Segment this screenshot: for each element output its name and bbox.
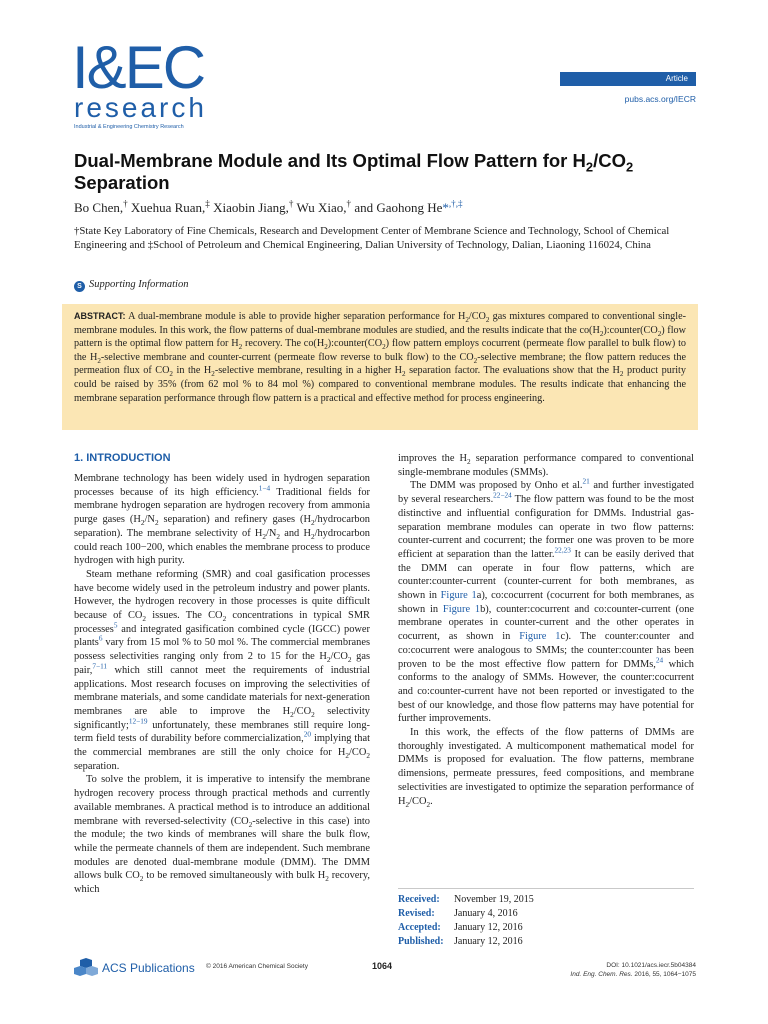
paragraph: improves the $H_2$ separation performance compared to conventional single-membrane modules (SMMs). — [398, 453, 694, 478]
date-row — [398, 907, 694, 921]
publisher-logo[interactable] — [74, 958, 195, 978]
journal-logo: I&EC — [72, 34, 205, 101]
article-dates — [398, 893, 694, 949]
right-column — [398, 452, 694, 808]
article-title: Dual-Membrane Module and Its Optimal Flow Pattern for $H_2/CO_2$ Separation — [74, 150, 634, 193]
supporting-info-link[interactable] — [74, 278, 188, 292]
left-column — [74, 472, 370, 897]
supporting-info-icon: S — [74, 281, 85, 292]
paragraph: Membrane technology has been widely used in hydrogen separation processes because of its high efficiency.$^{1-4}$ Traditional fields for membrane hydrogen separation are hydrogen recovery from ammonia purge gases ($H_2/N_2$ separation) and refinery gases ($H_2$/hydrocarbon separation). The membrane selectivity of $H_2/N_2$ and $H_2$/hydrocarbon could reach 100−200, which enables the membrane process to produce hydrogen with high purity. — [74, 473, 370, 567]
date-row — [398, 893, 694, 907]
paragraph: In this work, the effects of the flow patterns of DMMs are thoroughly investigated. A multicomponent mathematical model for DMMs is proposed for evaluation. The flow patterns, membrane dimensions, permeate pressures, feed compositions, and membrane selectivities are investigated to optimize the separation performance of $H_2/CO_2$. — [398, 727, 694, 809]
author-list: Bo Chen,† Xuehua Ruan,‡ Xiaobin Jiang,† Wu Xiao,† and Gaohong He*,†,‡ — [74, 198, 463, 215]
date-row — [398, 935, 694, 949]
supporting-info-label: Supporting Information — [89, 279, 189, 290]
date-label: Published: — [398, 936, 444, 947]
journal-logo-tagline: Industrial & Engineering Chemistry Research — [74, 124, 184, 130]
article-type-badge: Article — [560, 72, 696, 86]
paragraph: The DMM was proposed by Onho et al.$^{21}$ and further investigated by several researchers.$^{22-24}$ The flow pattern was found to be the most distinctive and influential configuration for DMMs. Industrial gas-separation membrane modules can operate in two flow patterns: counter-current and cocurrent; the former one was proven to be more efficient at separation than the latter.$^{22,23}$ It can be easily derived that the DMM can operate in four flow patterns, which are counter:counter-current (counter-current for both membranes, as shown in Figure 1a), co:cocurrent (cocurrent for both membranes, as shown in Figure 1b), counter:cocurrent and co:counter-current (one membrane operates in counter-current and the other operates in cocurrent, as shown in Figure 1c). The counter:counter and co:cocurrent were analogous to SMMs; the counter:counter has been proven to be the most effective flow pattern for DMMs,$^{24}$ which conforms to the analogy of SMMs. However, the counter:cocurrent and co:counter-current have not been reported or investigated to the best of our knowledge, and those flow patterns may have potential for further improvements. — [398, 477, 695, 725]
page-number: 1064 — [372, 961, 393, 971]
date-label: Revised: — [398, 908, 435, 919]
date-value: January 12, 2016 — [454, 922, 523, 933]
copyright: © 2016 American Chemical Society — [206, 963, 308, 970]
doi-link[interactable]: DOI: 10.1021/acs.iecr.5b04384 — [606, 962, 696, 969]
affiliation: †State Key Laboratory of Fine Chemicals, Research and Development Center of Membrane Science and Technology, School of Chemical Engineering and ‡School of Petroleum and Chemical Engineering, Dalian University of Technology, Dalian, Liaoning 116024, China — [74, 225, 670, 251]
date-label: Received: — [398, 894, 440, 905]
divider — [398, 888, 694, 889]
date-value: November 19, 2015 — [454, 894, 534, 905]
date-row — [398, 921, 694, 935]
publisher-name: ACS Publications — [102, 961, 195, 975]
doi-block — [520, 961, 696, 979]
section-heading: 1. INTRODUCTION — [74, 452, 171, 464]
abstract-box: ABSTRACT: A dual-membrane module is able to provide higher separation performance for $H_2/CO_2$ gas mixtures compared to conventional single-membrane modules. In this work, the flow patterns of dual-membrane modules are studied, and the results indicate that the $co(H_2):counter(CO_2)$ flow pattern is the optimal flow pattern for $H_2$ recovery. The $co(H_2):counter(CO_2)$ flow pattern employs cocurrent (permeate flow parallel to bulk flow) to the $H_2$-selective membrane and counter-current (permeate flow reverse to bulk flow) to the $CO_2$-selective membrane; the flow pattern reduces the permeation flux of $CO_2$ in the $H_2$-selective membrane, resulting in a higher $H_2$ separation factor. The evaluations show that the $H_2$ product purity could be raised by 35% (from 62 mol % to 84 mol %) compared to conventional membrane modules. The results indicate that enhancing the membrane separation performance through flow pattern is a practical and effective method for process engineering. — [62, 304, 698, 430]
date-label: Accepted: — [398, 922, 441, 933]
acs-hexagon-icon — [74, 958, 98, 978]
date-value: January 12, 2016 — [454, 936, 523, 947]
paragraph: To solve the problem, it is imperative to intensify the membrane hydrogen recovery process through practical methods and currently available membranes. A practical method is to introduce an additional membrane with reversed-selectivity ($CO_2$-selective in this case) into the module; the two kinds of membranes will share the bulk flow, while the permeate channels of them are independent. Such membrane modules are denoted dual-membrane module (DMM). The DMM allows bulk $CO_2$ to be removed simultaneously with bulk $H_2$ recovery, which — [74, 774, 370, 896]
journal-logo-subtitle: research — [74, 92, 207, 123]
citation: Ind. Eng. Chem. Res. 2016, 55, 1064−1075 — [570, 971, 696, 978]
date-value: January 4, 2016 — [454, 908, 518, 919]
journal-url-link[interactable]: pubs.acs.org/IECR — [624, 94, 696, 104]
abstract-label: ABSTRACT: — [74, 311, 126, 321]
paragraph: Steam methane reforming (SMR) and coal gasification processes have become widely used in the petroleum industry and power plants. However, the hydrogen recovery in those processes is quite difficult because of $CO_2$ issues. The $CO_2$ concentrations in typical SMR processes$^5$ and integrated gasification combined cycle (IGCC) power plants$^6$ vary from 15 mol % to 50 mol %. The commercial membranes possess selectivities ranging only from 2 to 15 for the $H_2/CO_2$ gas pair,$^{7-11}$ which still cannot meet the requirements of industrial applications. Most research focuses on improving the selectivities of membrane materials, and some candidate materials for next-generation membranes are able to improve the $H_2/CO_2$ selectivity significantly;$^{12-19}$ unfortunately, these membranes still require long-term field tests of durability before commercialization,$^{20}$ implying that the commercial membranes are still the only choice for $H_2/CO_2$ separation. — [74, 568, 370, 772]
